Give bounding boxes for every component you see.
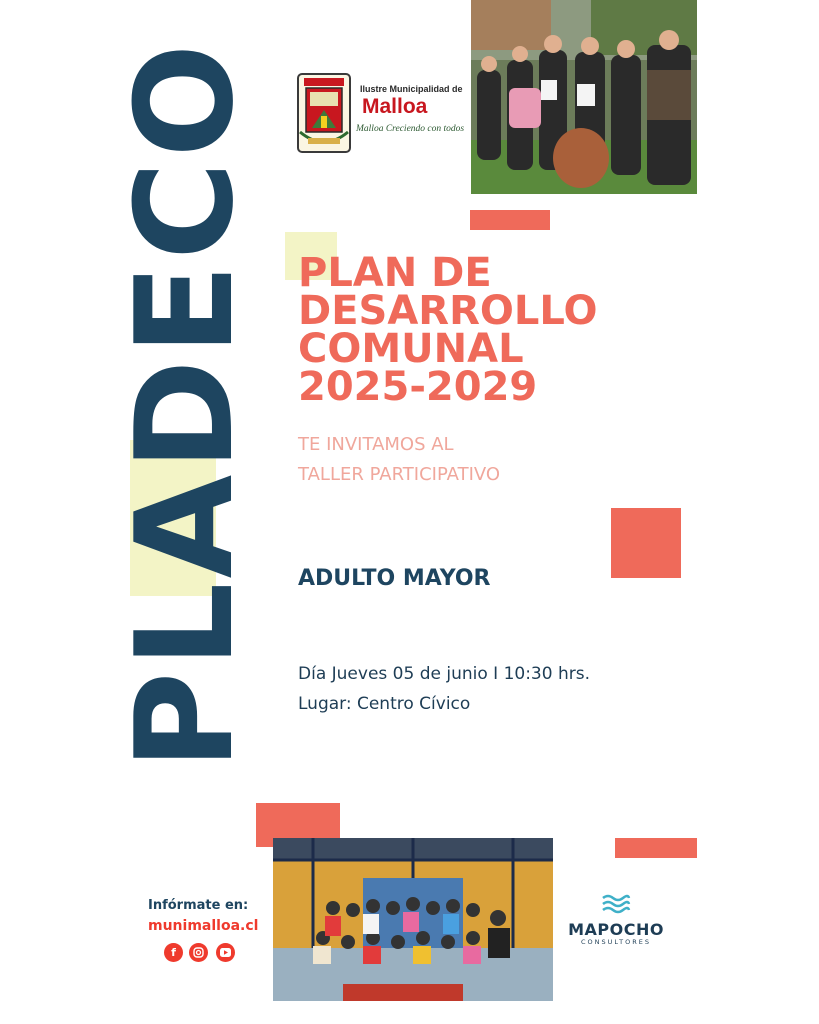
event-title — [298, 250, 598, 410]
title-line-3: COMUNAL — [298, 326, 524, 372]
red-bar-bottom-right — [615, 838, 697, 858]
title-line-2: DESARROLLO — [298, 288, 598, 334]
municipality-slogan: Malloa Creciendo con todos — [356, 124, 465, 134]
red-square-right — [611, 508, 681, 578]
youtube-icon[interactable] — [216, 943, 235, 962]
invitation-text — [298, 430, 500, 490]
municipality-prefix: Ilustre Municipalidad de — [360, 84, 463, 94]
website-link[interactable]: munimalloa.cl — [148, 918, 259, 934]
consultant-name: MAPOCHO — [568, 920, 664, 939]
pladeco-vertical-title: PLADECO — [107, 39, 263, 770]
consultant-subtitle: CONSULTORES — [581, 938, 651, 946]
event-date-time: Día Jueves 05 de junio I 10:30 hrs. — [298, 664, 590, 684]
red-bar-top — [470, 210, 550, 230]
group-photo-top — [471, 0, 697, 194]
municipality-name: Malloa — [362, 95, 428, 118]
facebook-icon[interactable]: f — [164, 943, 183, 962]
municipality-crest — [296, 72, 352, 154]
group-photo-bottom — [273, 838, 553, 1001]
instagram-icon[interactable] — [189, 943, 208, 962]
mapocho-waves-icon — [601, 893, 631, 915]
event-place: Lugar: Centro Cívico — [298, 694, 471, 714]
title-line-4: 2025-2029 — [298, 364, 538, 410]
info-label: Infórmate en: — [148, 898, 249, 913]
invite-line-2: TALLER PARTICIPATIVO — [298, 464, 501, 485]
title-line-1: PLAN DE — [298, 250, 492, 296]
invite-line-1: TE INVITAMOS AL — [298, 434, 454, 455]
audience-heading: ADULTO MAYOR — [298, 566, 491, 591]
